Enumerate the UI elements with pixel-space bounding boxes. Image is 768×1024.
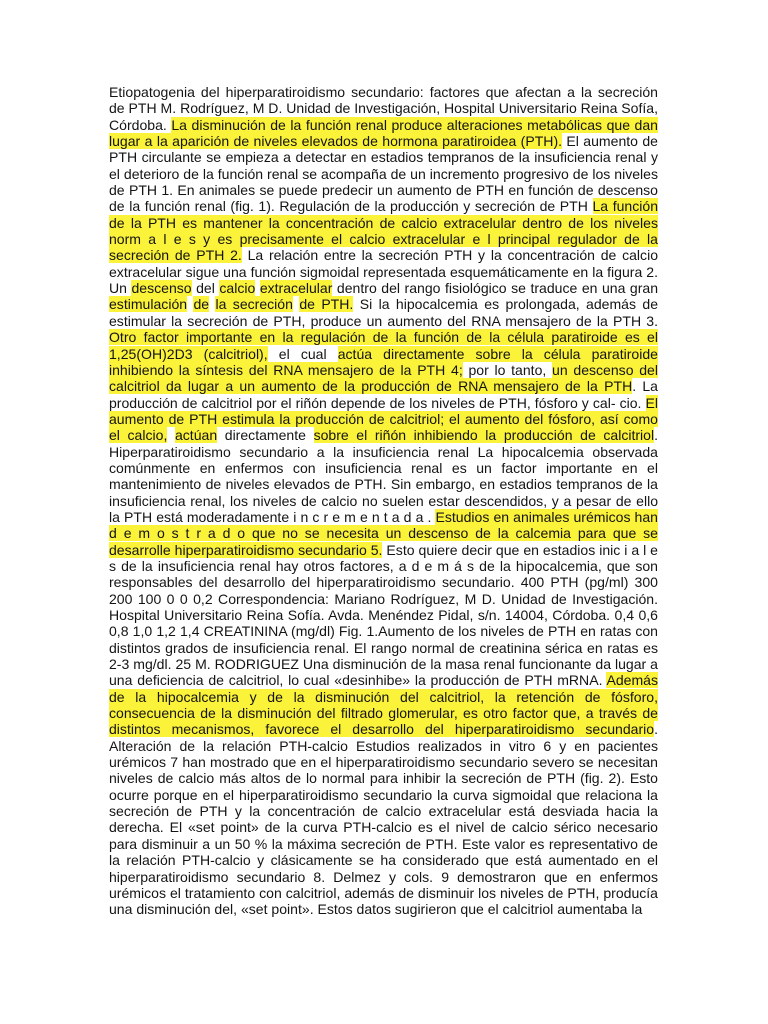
highlighted-text: Además de la hipocalcemia y de la disminución del calcitriol, la retención de fósforo, consecuencia de la disminución del filtrado glomerular, es otro factor que, a través de distintos mecanismos, favorece el desarrollo del hiperparatiroidismo secundario [109,672,658,738]
text-run: Esto quiere decir que en estadios inic i a l e s de la insuficiencia renal hay otros factores, a d e m á s de la hipocalcemia, que son responsables del desarrollo del hiperparatiroidismo secundario. 400 PTH (pg/ml) 300 200 100 0 0 0,2 Correspondencia: Mariano Rodríguez, M D. Unidad de Investigación. Hospital Universitario Reina Sofía. Avda. Menéndez Pidal, s/n. 14004, Córdoba. 0,4 0,6 0,8 1,0 1,2 1,4 CREATININA (mg/dl) Fig. 1.Aumento de los niveles de PTH en ratas con distintos grados de insuficiencia renal. El rango normal de creatinina sérica en ratas es 2-3 mg/dl. 25 M. RODRIGUEZ Una disminución de la masa renal funcionante da lugar a una deficiencia de calcitriol, lo cual «desinhibe» la producción de PTH mRNA. [109,541,658,689]
highlighted-text: La disminución de la función renal produce alteraciones metabólicas que dan lugar a la aparición de niveles elevados de hormona paratiroidea (PTH). [109,116,658,150]
highlighted-text: Estudios en animales urémicos han d e m o s t r a d o que no se necesita un descenso de la calcemia para que se desarrolle hiperparatiroidismo secundario 5. [109,508,658,558]
highlighted-text: La función de la PTH es mantener la concentración de calcio extracelular dentro de los niveles norm a l e s y es precisamente el calcio extracelular e l principal regulador de la secreción de PTH 2. [109,198,659,264]
text-run: el cual [267,345,338,362]
highlighted-text: de PTH. [299,296,354,313]
highlighted-text: calcio [219,280,256,297]
text-run: del [191,280,220,297]
highlighted-text: actúan [174,427,218,444]
text-run: por lo tanto, [462,361,553,378]
highlighted-text: un descenso del calcitriol da lugar a un aumento de la producción de RNA mensajero de la PTH [109,361,658,395]
text-run: . Alteración de la relación PTH-calcio Estudios realizados in vitro 6 y en pacientes urémicos 7 han mostrado que en el hiperparatiroidismo secundario severo se necesitan niveles de calcio más altos de lo normal para inhibir la secreción de PTH (fig. 2). Esto ocurre porque en el hiperparatiroidismo secundario la curva sigmoidal que relaciona la secreción de PTH y la concentración de calcio extracelular está desviada hacia la derecha. El «set point» de la curva PTH-calcio es el nivel de calcio sérico necesario para disminuir a un 50 % la máxima secreción de PTH. Este valor es representativo de la relación PTH-calcio y clásicamente se ha considerado que está aumentado en el hiperparatiroidismo secundario 8. Delmez y cols. 9 demostraron que en enfermos urémicos el tratamiento con calcitriol, además de disminuir los niveles de PTH, producía una disminución del, «set point». Estos datos sugirieron que el calcitriol aumentaba la [109,721,658,918]
body-paragraph [109,84,658,918]
highlighted-text: la secreción [215,296,293,313]
highlighted-text: estimulación [109,296,188,313]
text-run [167,427,175,443]
highlighted-text: descenso [131,280,192,297]
text-run: directamente [217,427,314,444]
text-run: . Hiperparatiroidismo secundario a la insuficiencia renal La hipocalcemia observada comúnmente en enfermos con insuficiencia renal es un factor importante en el mantenimiento de niveles elevados de PTH. Sin embargo, en estadios tempranos de la insuficiencia renal, los niveles de calcio no suelen estar descendidos, y a pesar de ello la PTH está moderadamente i n c r e m e n t a d a . [109,427,659,525]
text-run: La relación entre la secreción PTH y la concentración de calcio extracelular sigue una función sigmoidal representada esquemáticamente en la figura 2. Un [109,247,659,297]
text-run: . La producción de calcitriol por el riñón depende de los niveles de PTH, fósforo y cal- cio. [109,378,658,411]
highlighted-text: de [193,296,210,313]
text-run: dentro del rango fisiológico se traduce en una gran [332,280,659,297]
text-run: Etiopatogenia del hiperparatiroidismo secundario: factores que afectan a la secreción de PTH M. Rodríguez, M D. Unidad de Investigación, Hospital Universitario Reina Sofía, Córdoba. [109,84,658,133]
highlighted-text: El aumento de PTH estimula la producción de calcitriol; el aumento del fósforo, así como el calcio, [109,394,658,444]
text-run: Si la hipocalcemia es prolongada, además de estimular la secreción de PTH, produce un aumento del RNA mensajero de la PTH 3. [109,296,659,329]
highlighted-text: actúa directamente sobre la célula paratiroide inhibiendo la síntesis del RNA mensajero de la PTH 4; [109,345,658,378]
highlighted-text: sobre el riñón inhibiendo la producción de calcitriol [313,427,655,444]
highlighted-text: Otro factor importante en la regulación de la función de la célula paratiroide es el 1,25(OH)2D3 (calcitriol), [109,329,658,362]
highlighted-text: extracelular [259,280,333,297]
text-run: El aumento de PTH circulante se empieza a detectar en estadios tempranos de la insuficiencia renal y el deterioro de la función renal se acompaña de un incremento progresivo de los niveles de PTH 1. En animales se puede predecir un aumento de PTH en función de descenso de la función renal (fig. 1). Regulación de la producción y secreción de PTH [109,133,658,215]
document-page [109,84,658,918]
